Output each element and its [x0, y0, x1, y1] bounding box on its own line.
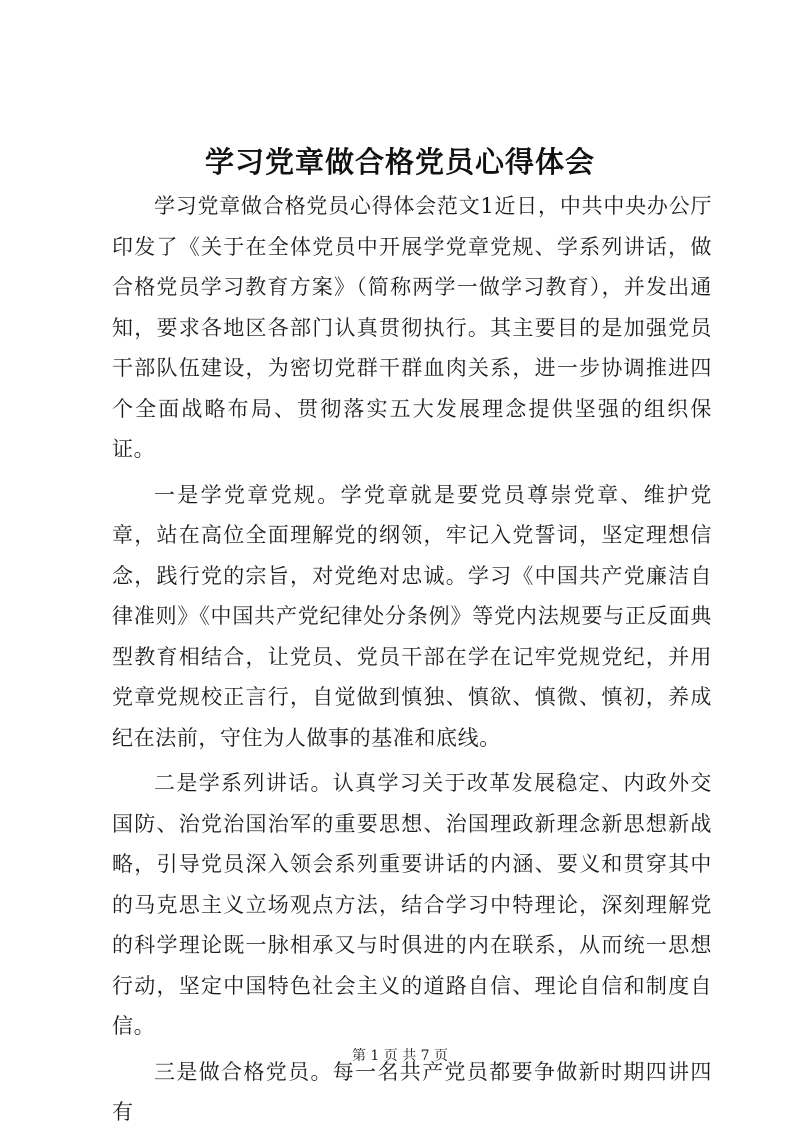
paragraph-qualified-member: 三是做合格党员。每一名共产党员都要争做新时期四讲四有 — [112, 1059, 712, 1124]
paragraph-intro: 学习党章做合格党员心得体会范文1近日，中共中央办公厅印发了《关于在全体党员中开展学党章党规、学系列讲话，做合格党员学习教育方案》（简称两学一做学习教育），并发出通知，要求各地区各部门认真贯彻执行。其主要目的是加强党员干部队伍建设，为密切党群干群血肉关系，进一步协调推进四个全面战略布局、贯彻落实五大发展理念提供坚强的组织保证。 — [112, 194, 712, 461]
document-body — [112, 186, 712, 1138]
page-number-footer: 第 1 页 共 7 页 — [351, 1048, 449, 1064]
document-title: 学习党章做合格党员心得体会 — [204, 145, 595, 179]
paragraph-study-speeches: 二是学系列讲话。认真学习关于改革发展稳定、内政外交国防、治党治国治军的重要思想、治国理政新理念新思想新战略，引导党员深入领会系列重要讲话的内涵、要义和贯穿其中的马克思主义立场观点方法，结合学习中特理论，深刻理解党的科学理论既一脉相承又与时俱进的内在联系，从而统一思想行动，坚定中国特色社会主义的道路自信、理论自信和制度自信。 — [112, 771, 712, 1038]
paragraph-study-party-rules: 一是学党章党规。学党章就是要党员尊崇党章、维护党章，站在高位全面理解党的纲领，牢记入党誓词，坚定理想信念，践行党的宗旨，对党绝对忠诚。学习《中国共产党廉洁自律准则》《中国共产党纪律处分条例》等党内法规要与正反面典型教育相结合，让党员、党员干部在学在记牢党规党纪，并用党章党规校正言行，自觉做到慎独、慎欲、慎微、慎初，养成纪在法前，守住为人做事的基准和底线。 — [112, 482, 712, 750]
